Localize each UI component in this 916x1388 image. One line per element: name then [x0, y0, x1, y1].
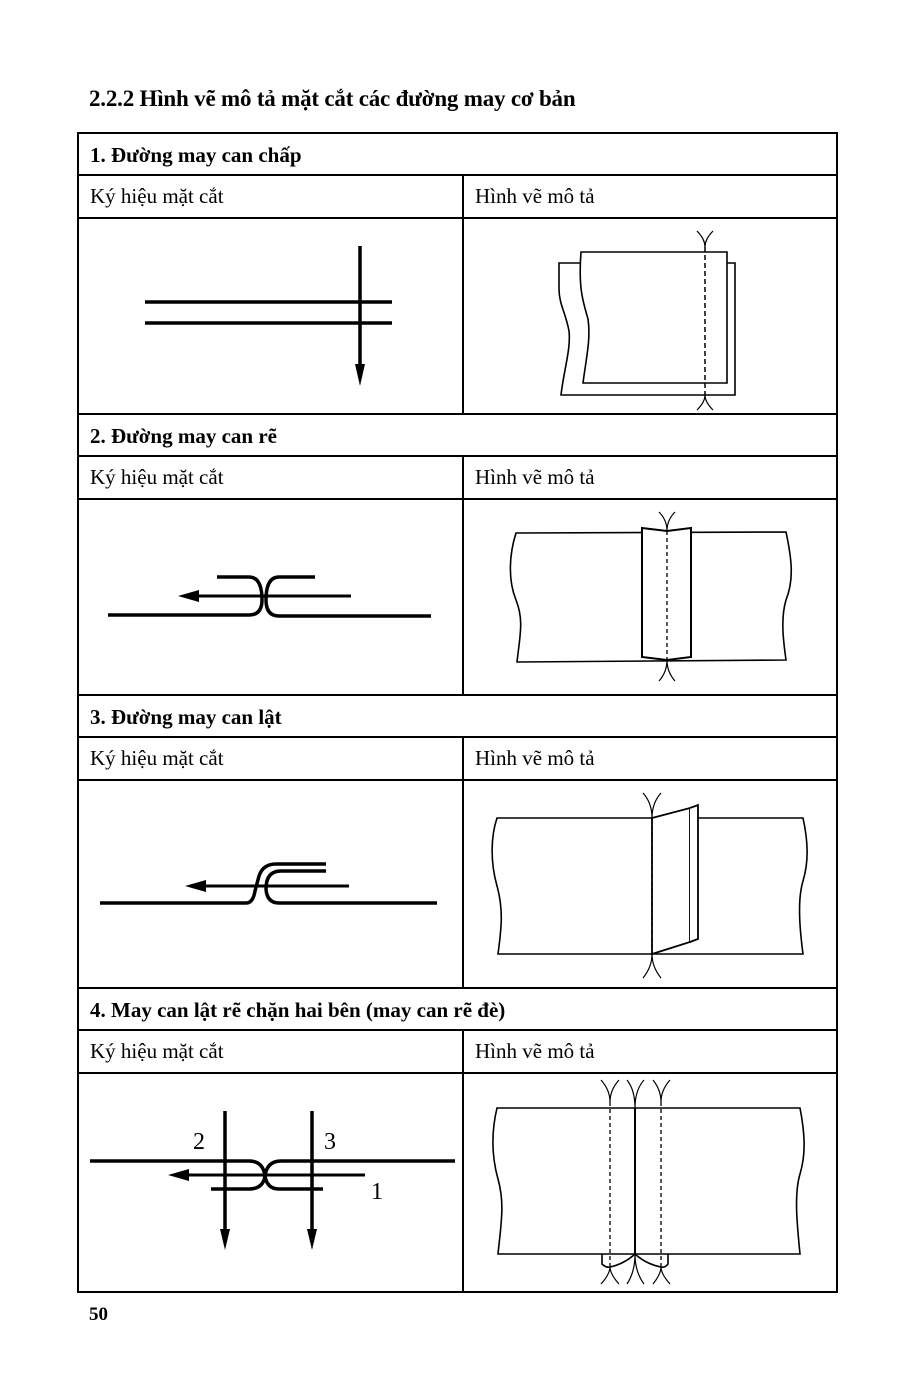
folded-seam-illustration-icon	[464, 781, 838, 987]
open-seam-illustration-icon	[464, 500, 838, 694]
section-1-header-row	[77, 174, 838, 217]
label-3: 3	[324, 1129, 336, 1155]
topstitched-open-seam-cross-section-icon	[79, 1074, 464, 1291]
section-2-title: 2. Đường may can rẽ	[77, 413, 838, 455]
column-header-symbol: Ký hiệu mặt cắt	[79, 176, 464, 217]
section-1-figure-row	[77, 217, 838, 413]
label-2: 2	[193, 1129, 205, 1155]
column-header-illustration: Hình vẽ mô tả	[475, 746, 595, 770]
open-seam-cross-section-icon	[79, 500, 464, 694]
section-2-figure-row	[77, 498, 838, 694]
section-title: 2.2.2 Hình vẽ mô tả mặt cắt các đường may cơ bản	[89, 86, 576, 111]
label-1: 1	[371, 1179, 383, 1205]
seam-table	[77, 132, 838, 1293]
section-4-title: 4. May can lật rẽ chặn hai bên (may can rẽ đè)	[77, 987, 838, 1029]
section-3-title: 3. Đường may can lật	[77, 694, 838, 736]
section-1-title: 1. Đường may can chấp	[77, 132, 838, 174]
page-number: 50	[89, 1304, 108, 1325]
section-4-figure-row	[77, 1072, 838, 1293]
section-2-header-row	[77, 455, 838, 498]
column-header-symbol: Ký hiệu mặt cắt	[79, 457, 464, 498]
column-header-symbol: Ký hiệu mặt cắt	[79, 738, 464, 779]
plain-seam-cross-section-icon	[79, 219, 464, 413]
plain-seam-illustration-icon	[464, 219, 838, 413]
section-4-header-row	[77, 1029, 838, 1072]
topstitched-open-seam-illustration-icon	[464, 1074, 838, 1291]
section-3-header-row	[77, 736, 838, 779]
column-header-illustration: Hình vẽ mô tả	[475, 184, 595, 208]
column-header-illustration: Hình vẽ mô tả	[475, 465, 595, 489]
folded-seam-cross-section-icon	[79, 781, 464, 987]
section-3-figure-row	[77, 779, 838, 987]
column-header-illustration: Hình vẽ mô tả	[475, 1039, 595, 1063]
column-header-symbol: Ký hiệu mặt cắt	[79, 1031, 464, 1072]
